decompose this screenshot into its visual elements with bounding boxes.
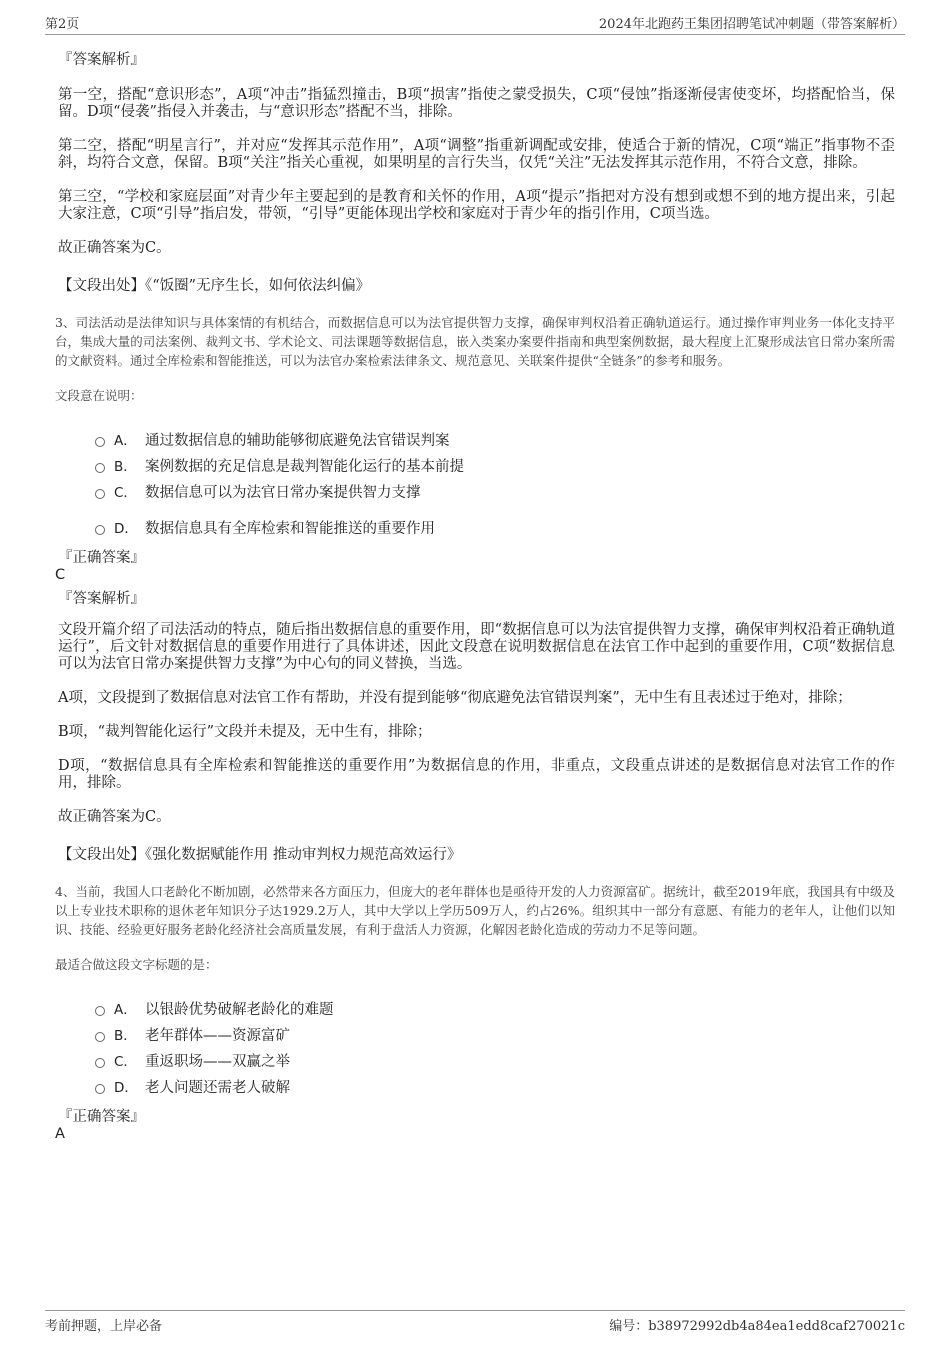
analysis-paragraph: 文段开篇介绍了司法活动的特点，随后指出数据信息的重要作用，即“数据信息可以为法官提供智力支撑，确保审判权沿着正确轨道运行”，后文针对数据信息的重要作用进行了具体讲述，因此文段意在说明数据信息在法官工作中起到的重要作用，C项“数据信息可以为法官日常办案提供智力支撑”为中心句的同义替换，当选。 [58, 622, 895, 672]
analysis-paragraph: 第一空，搭配“意识形态”，A项“冲击”指猛烈撞击，B项“损害”指使之蒙受损失，C项“侵蚀”指逐渐侵害使变坏，均搭配恰当，保留。D项“侵袭”指侵入并袭击，与“意识形态”搭配不当，排除。 [58, 87, 895, 120]
option-letter: A． [114, 433, 137, 449]
option-c[interactable] [95, 1047, 895, 1073]
option-letter: C． [114, 485, 137, 501]
document-id: 编号：b38972992db4a84ea1edd8caf270021c [609, 1318, 905, 1334]
document-title: 2024年北跑药王集团招聘笔试冲刺题（带答案解析） [598, 16, 905, 32]
correct-answer: A [55, 1126, 65, 1142]
correct-answer-label: 『正确答案』 [58, 1109, 145, 1125]
option-text: 以银龄优势破解老龄化的难题 [145, 1001, 334, 1018]
analysis-paragraph: D项，“数据信息具有全库检索和智能推送的重要作用”为数据信息的作用，非重点，文段重点讲述的是数据信息对法官工作的作用，排除。 [58, 758, 895, 791]
option-text: 老人问题还需老人破解 [145, 1079, 290, 1096]
option-letter: D． [114, 1080, 138, 1096]
option-letter: B． [114, 1028, 137, 1044]
radio-icon[interactable] [95, 1032, 105, 1042]
source-citation: 【文段出处】《“饭圈”无序生长，如何依法纠偏》 [58, 278, 371, 294]
radio-icon[interactable] [95, 489, 105, 499]
option-text: 数据信息可以为法官日常办案提供智力支撑 [145, 484, 421, 501]
page-footer [45, 1310, 905, 1335]
page-number: 第2页 [45, 16, 80, 32]
question-3-text: 3、司法活动是法律知识与具体案情的有机结合，而数据信息可以为法官提供智力支撑，确保审判权沿着正确轨道运行。通过操作审判业务一体化支持平台，集成大量的司法案例、裁判文书、学术论文、司法课题等数据信息，嵌入类案办案要件指南和典型案例数据，最大程度上汇聚形成法官日常办案所需的文献资料。通过全库检索和智能推送，可以为法官办案检索法律条文、规范意见、关联案件提供“全链条”的参考和服务。 [55, 315, 895, 368]
question-4-text: 4、当前，我国人口老龄化不断加剧，必然带来各方面压力，但庞大的老年群体也是亟待开发的人力资源富矿。据统计，截至2019年底，我国具有中级及以上专业技术职称的退休老年知识分子达1929.2万人，其中大学以上学历509万人，约占26%。组织其中一部分有意愿、有能力的老年人，让他们以知识、技能、经验更好服务老龄化经济社会高质量发展，有利于盘活人力资源，化解因老龄化造成的劳动力不足等问题。 [55, 884, 895, 937]
radio-icon[interactable] [95, 1084, 105, 1094]
option-text: 通过数据信息的辅助能够彻底避免法官错误判案 [145, 432, 450, 449]
question-3-prompt: 文段意在说明： [55, 388, 143, 403]
option-text: 数据信息具有全库检索和智能推送的重要作用 [145, 520, 435, 537]
option-a[interactable] [95, 426, 895, 452]
option-d[interactable] [95, 1073, 895, 1099]
radio-icon[interactable] [95, 1006, 105, 1016]
question-4-prompt: 最适合做这段文字标题的是： [55, 957, 218, 972]
option-text: 案例数据的充足信息是裁判智能化运行的基本前提 [145, 458, 464, 475]
option-d[interactable] [95, 514, 895, 540]
analysis-paragraph: 第二空，搭配“明星言行”，并对应“发挥其示范作用”，A项“调整”指重新调配或安排，使适合于新的情况，C项“端正”指事物不歪斜，均符合文意，保留。B项“关注”指关心重视，如果明星的言行失当，仅凭“关注”无法发挥其示范作用，不符合文意，排除。 [58, 138, 895, 171]
option-c[interactable] [95, 478, 895, 504]
option-text: 老年群体——资源富矿 [145, 1027, 290, 1044]
analysis-paragraph: 第三空，“学校和家庭层面”对青少年主要起到的是教育和关怀的作用，A项“提示”指把对方没有想到或想不到的地方提出来，引起大家注意，C项“引导”指启发，带领，“引导”更能体现出学校和家庭对于青少年的指引作用，C项当选。 [58, 189, 895, 222]
radio-icon[interactable] [95, 525, 105, 535]
analysis-label: 『答案解析』 [58, 591, 145, 607]
analysis-conclusion: 故正确答案为C。 [58, 809, 171, 825]
analysis-paragraph: A项，文段提到了数据信息对法官工作有帮助，并没有提到能够“彻底避免法官错误判案”，无中生有且表述过于绝对，排除； [58, 690, 852, 706]
radio-icon[interactable] [95, 463, 105, 473]
radio-icon[interactable] [95, 1058, 105, 1068]
footer-slogan: 考前押题，上岸必备 [45, 1318, 163, 1334]
option-letter: D． [114, 521, 138, 537]
analysis-paragraph: B项，“裁判智能化运行”文段并未提及，无中生有，排除； [58, 724, 432, 740]
option-b[interactable] [95, 452, 895, 478]
correct-answer-label: 『正确答案』 [58, 550, 145, 566]
analysis-label: 『答案解析』 [58, 52, 145, 68]
correct-answer: C [55, 567, 66, 583]
page-header [45, 12, 905, 35]
option-text: 重返职场——双赢之举 [145, 1053, 290, 1070]
source-citation: 【文段出处】《强化数据赋能作用 推动审判权力规范高效运行》 [58, 847, 462, 863]
option-b[interactable] [95, 1021, 895, 1047]
option-a[interactable] [95, 995, 895, 1021]
page-content [55, 42, 895, 1146]
option-letter: B． [114, 459, 137, 475]
option-letter: C． [114, 1054, 137, 1070]
radio-icon[interactable] [95, 437, 105, 447]
option-letter: A． [114, 1002, 137, 1018]
analysis-conclusion: 故正确答案为C。 [58, 240, 171, 256]
